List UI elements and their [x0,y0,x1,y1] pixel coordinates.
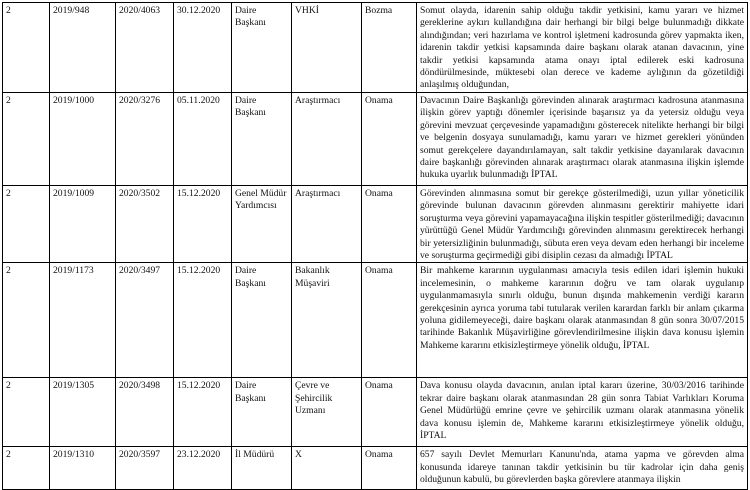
summary-cell: Görevinden alınmasına somut bir gerekçe gösterilmediği, uzun yıllar yöneticilik görevinde bulunan davacının görevden alınmasını gerektirir mahiyette idari soruşturma veya görevini yapamayacağına ilişkin tespitler gösterilmediği; davacının yürüttüğü Genel Müdür Yardımcılığı görevinden alınmasını gerektirecek herhangi bir yetersizliğinin bulunmadığı, sübuta eren veya devam eden herhangi bir inceleme ve soruşturma geçirmediği gibi disiplin cezası da almadığı İPTAL [417,186,748,263]
esas-cell: 2019/1009 [50,186,116,263]
table-row [3,447,748,490]
position-cell: Daire Başkanı [232,378,292,447]
new-position-cell: Bakanlık Müşaviri [292,263,362,378]
new-position-cell: Çevre ve Şehircilik Uzmanı [292,378,362,447]
result-cell: Onama [362,447,417,490]
count-cell: 2 [3,93,50,186]
esas-cell: 2019/1000 [50,93,116,186]
summary-cell: 657 sayılı Devlet Memurları Kanunu'nda, atama yapma ve görevden alma konusunda idareye tanınan takdir yetkisinin bu tür kadrolar için daha geniş olduğunun kabulü, bu görevlerden başka görevlere atanmaya ilişkin [417,447,748,490]
summary-cell: Davacının Daire Başkanlığı görevinden alınarak araştırmacı kadrosuna atanmasına ilişkin görev yaptığı dönemler içerisinde başarısız ya da yetersiz olduğu veya görevini mevzuat çerçevesinde yapamadığını gösterecek nitelikte herhangi bir bilgi ve belgenin dosyaya sunulamadığı, kamu yararı ve hizmet gerekleri yönünden somut gerekçelere dayandırılamayan, salt takdir yetkisine dayanılarak davacının daire başkanlığı görevinden alınarak araştırmacı olarak atanmasına ilişkin işlemde hukuka uyarlık bulunmadığı İPTAL [417,93,748,186]
count-cell: 2 [3,447,50,490]
summary-cell: Bir mahkeme kararının uygulanması amacıyla tesis edilen idari işlemin hukuki incelemesinin, o mahkeme kararının doğru ve tam olarak uygulanıp uygulanmamasıyla sınırlı olduğu, bunun dışında mahkemenin verdiği kararın gerekçesinin ayrıca yoruma tabi tutularak verilen karardan farklı bir anlam çıkarma yoluna gidilemeyeceği, daire başkanı olarak atanmasından 8 gün sonra 30/07/2015 tarihinde Bakanlık Müşavirliğine görevlendirilmesine ilişkin dava konusu işlemin Mahkeme kararını etkisizleştirmeye yönelik olduğu, İPTAL [417,263,748,378]
table-row [3,263,748,378]
esas-cell: 2019/1310 [50,447,116,490]
summary-cell: Dava konusu olayda davacının, anılan iptal kararı üzerine, 30/03/2016 tarihinde tekrar daire başkanı olarak atanmasından 28 gün sonra Tabiat Varlıkları Koruma Genel Müdürlüğü emrine çevre ve şehircilik uzmanı olarak atanmasına yönelik dava konusu işlemin de, Mahkeme kararını etkisizleştirmeye yönelik olduğu, İPTAL [417,378,748,447]
position-cell: Daire Başkanı [232,3,292,93]
date-cell: 15.12.2020 [174,263,232,378]
karar-cell: 2020/3276 [116,93,174,186]
count-cell: 2 [3,263,50,378]
count-cell: 2 [3,186,50,263]
new-position-cell: Araştırmacı [292,93,362,186]
result-cell: Onama [362,93,417,186]
esas-cell: 2019/948 [50,3,116,93]
esas-cell: 2019/1173 [50,263,116,378]
new-position-cell: VHKİ [292,3,362,93]
table-row [3,93,748,186]
date-cell: 05.11.2020 [174,93,232,186]
summary-cell: Somut olayda, idarenin sahip olduğu takdir yetkisini, kamu yararı ve hizmet gereklerine aykırı kullandığına dair herhangi bir bilgi belge bulunmadığı dikkate alındığından; veri hazırlama ve kontrol işletmeni kadrosunda görev yapmakta iken, idarenin takdir yetkisi kapsamında daire başkanı olarak atanan davacının, yine takdir yetkisi kapsamında atama onayı iptal edilerek eski kadrosuna döndürülmesinde, müktesebi olan derece ve kademe aylığının da gözetildiği anlaşılmış olduğundan, [417,3,748,93]
result-cell: Onama [362,263,417,378]
position-cell: Daire Başkanı [232,93,292,186]
result-cell: Onama [362,378,417,447]
court-decisions-table [2,2,748,490]
table-row [3,186,748,263]
karar-cell: 2020/3502 [116,186,174,263]
karar-cell: 2020/4063 [116,3,174,93]
new-position-cell: Araştırmacı [292,186,362,263]
karar-cell: 2020/3597 [116,447,174,490]
count-cell: 2 [3,3,50,93]
position-cell: İl Müdürü [232,447,292,490]
position-cell: Genel Müdür Yardımcısı [232,186,292,263]
result-cell: Bozma [362,3,417,93]
esas-cell: 2019/1305 [50,378,116,447]
table-row [3,3,748,93]
result-cell: Onama [362,186,417,263]
position-cell: Daire Başkanı [232,263,292,378]
karar-cell: 2020/3497 [116,263,174,378]
karar-cell: 2020/3498 [116,378,174,447]
date-cell: 15.12.2020 [174,186,232,263]
date-cell: 23.12.2020 [174,447,232,490]
date-cell: 15.12.2020 [174,378,232,447]
table-row [3,378,748,447]
new-position-cell: X [292,447,362,490]
count-cell: 2 [3,378,50,447]
date-cell: 30.12.2020 [174,3,232,93]
